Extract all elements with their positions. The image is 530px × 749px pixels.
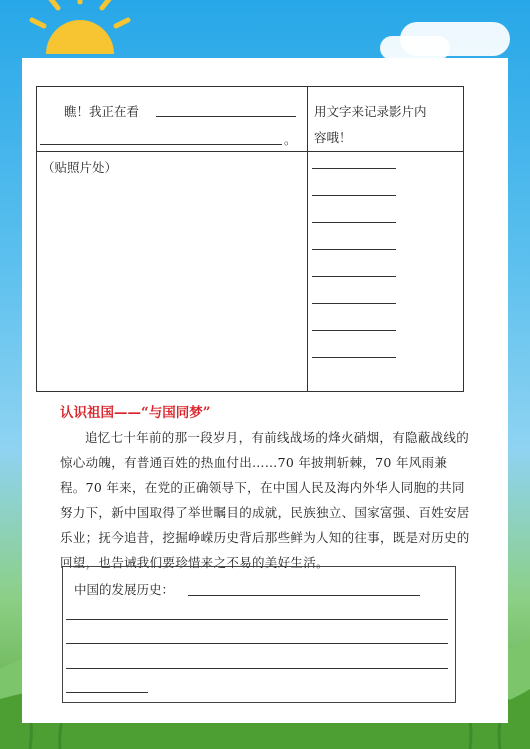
sun-decoration	[20, 0, 140, 62]
history-answer-line[interactable]	[188, 595, 420, 596]
cloud	[380, 36, 450, 60]
section-paragraph	[60, 425, 472, 575]
writing-line[interactable]	[312, 195, 396, 196]
table-divider	[37, 151, 463, 152]
paragraph-text: 追忆七十年前的那一段岁月，有前线战场的烽火硝烟，有隐蔽战线的惊心动魄，有普通百姓的热血付出……70 年披荆斩棘，70 年风雨兼程。70 年来，在党的正确领导下，在中国人民及海内外华人同胞的共同努力下，新中国取得了举世瞩目的成就，民族独立、国家富强、百姓安居乐业；抚今追昔，挖掘峥嵘历史背后那些鲜为人知的往事，既是对历史的回望，也告诫我们要珍惜来之不易的美好生活。	[60, 430, 470, 570]
history-answer-line[interactable]	[66, 643, 448, 644]
history-answer-line[interactable]	[66, 692, 148, 693]
worksheet-page	[22, 58, 508, 723]
history-answer-line[interactable]	[66, 619, 448, 620]
history-answer-line[interactable]	[66, 668, 448, 669]
writing-line[interactable]	[312, 330, 396, 331]
watching-prefix: 瞧！我正在看	[64, 104, 140, 119]
watching-suffix: 。	[284, 132, 297, 147]
movie-title-blank[interactable]	[156, 116, 296, 117]
record-prompt: 用文字来记录影片内	[314, 104, 427, 119]
writing-line[interactable]	[312, 249, 396, 250]
writing-line[interactable]	[312, 168, 396, 169]
writing-line[interactable]	[312, 303, 396, 304]
writing-line[interactable]	[312, 357, 396, 358]
movie-title-blank[interactable]	[40, 144, 282, 145]
history-label: 中国的发展历史：	[74, 582, 175, 597]
record-table	[36, 86, 464, 392]
writing-line[interactable]	[312, 276, 396, 277]
writing-line[interactable]	[312, 222, 396, 223]
photo-placeholder: （贴照片处）	[42, 160, 118, 175]
record-prompt: 容哦！	[314, 130, 352, 145]
table-divider	[307, 87, 308, 391]
section-heading: 认识祖国——“与国同梦”	[60, 405, 211, 421]
